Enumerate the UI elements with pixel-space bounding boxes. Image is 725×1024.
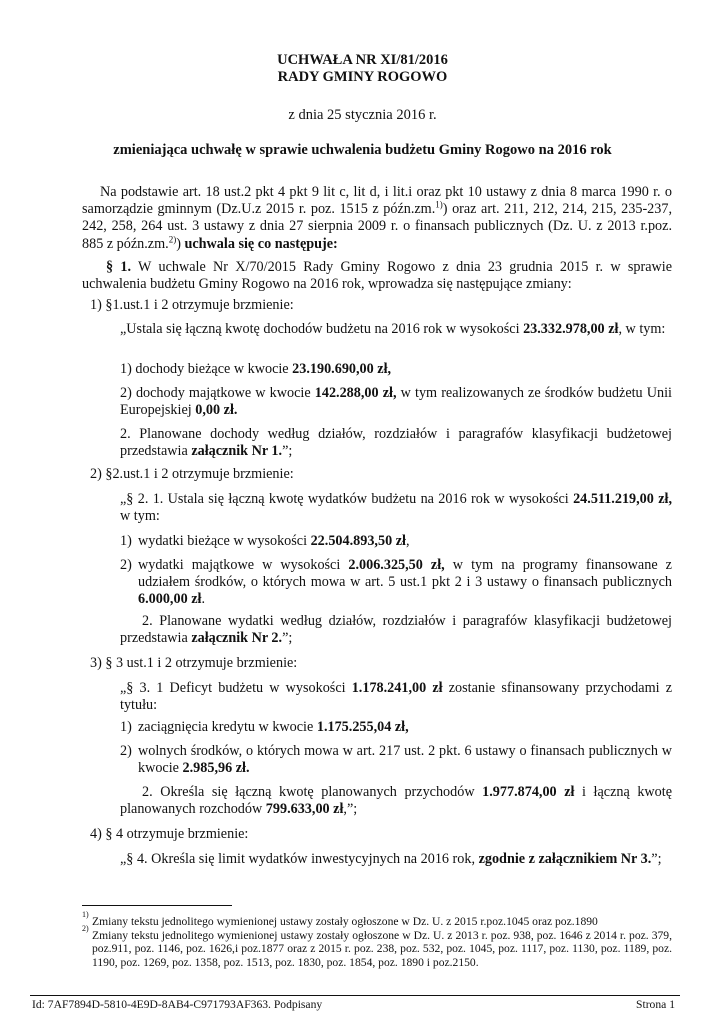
change-4-text: „§ 4. Określa się limit wydatków inwestycyjnych na 2016 rok, zgodnie z załącznikiem Nr 3.”; — [120, 851, 662, 867]
title-line-1: UCHWAŁA NR XI/81/2016 — [277, 52, 448, 68]
resolution-title — [0, 52, 725, 86]
change-1-point-1: 1) dochody bieżące w kwocie 23.190.690,00 zł, — [120, 361, 392, 377]
change-2-point-1: 1) wydatki bieżące w wysokości 22.504.893,50 zł, — [120, 533, 410, 549]
change-2-point-3: 2. Planowane wydatki według działów, rozdziałów i paragrafów klasyfikacji budżetowej przedstawia załącznik Nr 2.”; — [120, 613, 672, 647]
document-id: Id: 7AF7894D-5810-4E9D-8AB4-C971793AF363. Podpisany — [32, 998, 323, 1011]
change-1-point-3: 2. Planowane dochody według działów, rozdziałów i paragrafów klasyfikacji budżetowej przedstawia załącznik Nr 1.”; — [120, 426, 672, 460]
change-2-intro: „§ 2. 1. Ustala się łączną kwotę wydatków budżetu na 2016 rok w wysokości 24.511.219,00 zł, w tym: — [120, 491, 672, 525]
change-2-heading: 2) §2.ust.1 i 2 otrzymuje brzmienie: — [90, 466, 294, 482]
section-1: § 1. W uchwale Nr X/70/2015 Rady Gminy Rogowo z dnia 23 grudnia 2015 r. w sprawie uchwalenia budżetu Gminy Rogowo na 2016 rok, wprowadza się następujące zmiany: — [82, 259, 673, 293]
change-4-heading: 4) § 4 otrzymuje brzmienie: — [90, 826, 249, 842]
change-2-point-2-number: 2) — [120, 557, 132, 573]
change-3-point-1: 1) zaciągnięcia kredytu w kwocie 1.175.255,04 zł, — [120, 719, 409, 735]
change-1-intro: „Ustala się łączną kwotę dochodów budżetu na 2016 rok w wysokości 23.332.978,00 zł, w tym: — [120, 321, 666, 337]
preamble: Na podstawie art. 18 ust.2 pkt 4 pkt 9 lit c, lit d, i lit.i oraz pkt 10 ustawy z dnia 8 marca 1990 r. o samorządzie gminnym (Dz.U.z 2015 r. poz. 1515 z późn.zm.$^{1)}$) oraz art. 211, 212, 214, 215, 235-237, 242, 258, 264 ust. 3 ustawy z dnia 27 sierpnia 2009 r. o finansach publicznych (Dz. U. z 2013 r.poz. 885 z późn.zm.$^{2)}$) uchwala się co następuje: — [82, 184, 672, 252]
change-3-point-2-number: 2) — [120, 743, 132, 759]
footnote-separator — [82, 905, 232, 906]
change-3-heading: 3) § 3 ust.1 i 2 otrzymuje brzmienie: — [90, 655, 298, 671]
change-3-intro: „§ 3. 1 Deficyt budżetu w wysokości 1.178.241,00 zł zostanie sfinansowany przychodami z tytułu: — [120, 680, 672, 714]
change-3-point-2: wolnych środków, o których mowa w art. 217 ust. 2 pkt. 6 ustawy o finansach publicznych w kwocie 2.985,96 zł. — [138, 743, 672, 777]
change-1-heading: 1) §1.ust.1 i 2 otrzymuje brzmienie: — [90, 297, 294, 313]
footnote-2: 2) Zmiany tekstu jednolitego wymienionej ustawy zostały ogłoszone w Dz. U. z 2013 r. poz. 938, poz. 1646 z 2014 r. poz. 379, poz.911, poz. 1146, poz. 1626,i poz.1877 oraz z 2015 r. poz. 238, poz. 532, poz. 1045, poz. 1117, poz. 1130, poz. 1189, poz. 1190, poz. 1269, poz. 1358, poz. 1513, poz. 1830, poz. 1854, poz. 1890 i poz.2150. — [82, 924, 672, 969]
page-number: Strona 1 — [636, 998, 675, 1011]
title-line-2: RADY GMINY ROGOWO — [277, 69, 448, 85]
footnote-1: 1) Zmiany tekstu jednolitego wymienionej ustawy zostały ogłoszone w Dz. U. z 2015 r.poz.1045 oraz poz.1890 — [82, 910, 598, 928]
footer-separator — [30, 995, 680, 996]
change-3-point-3: 2. Określa się łączną kwotę planowanych przychodów 1.977.874,00 zł i łączną kwotę planowanych rozchodów 799.633,00 zł,”; — [120, 784, 672, 818]
change-2-point-2: wydatki majątkowe w wysokości 2.006.325,50 zł, w tym na programy finansowane z udziałem środków, o których mowa w art. 5 ust.1 pkt 2 i 3 ustawy o finansach publicznych 6.000,00 zł. — [138, 557, 672, 608]
resolution-date: z dnia 25 stycznia 2016 r. — [288, 107, 437, 123]
change-1-point-2: 2) dochody majątkowe w kwocie 142.288,00 zł, w tym realizowanych ze środków budżetu Unii Europejskiej 0,00 zł. — [120, 385, 672, 419]
resolution-subject: zmieniająca uchwałę w sprawie uchwalenia budżetu Gminy Rogowo na 2016 rok — [113, 142, 612, 158]
